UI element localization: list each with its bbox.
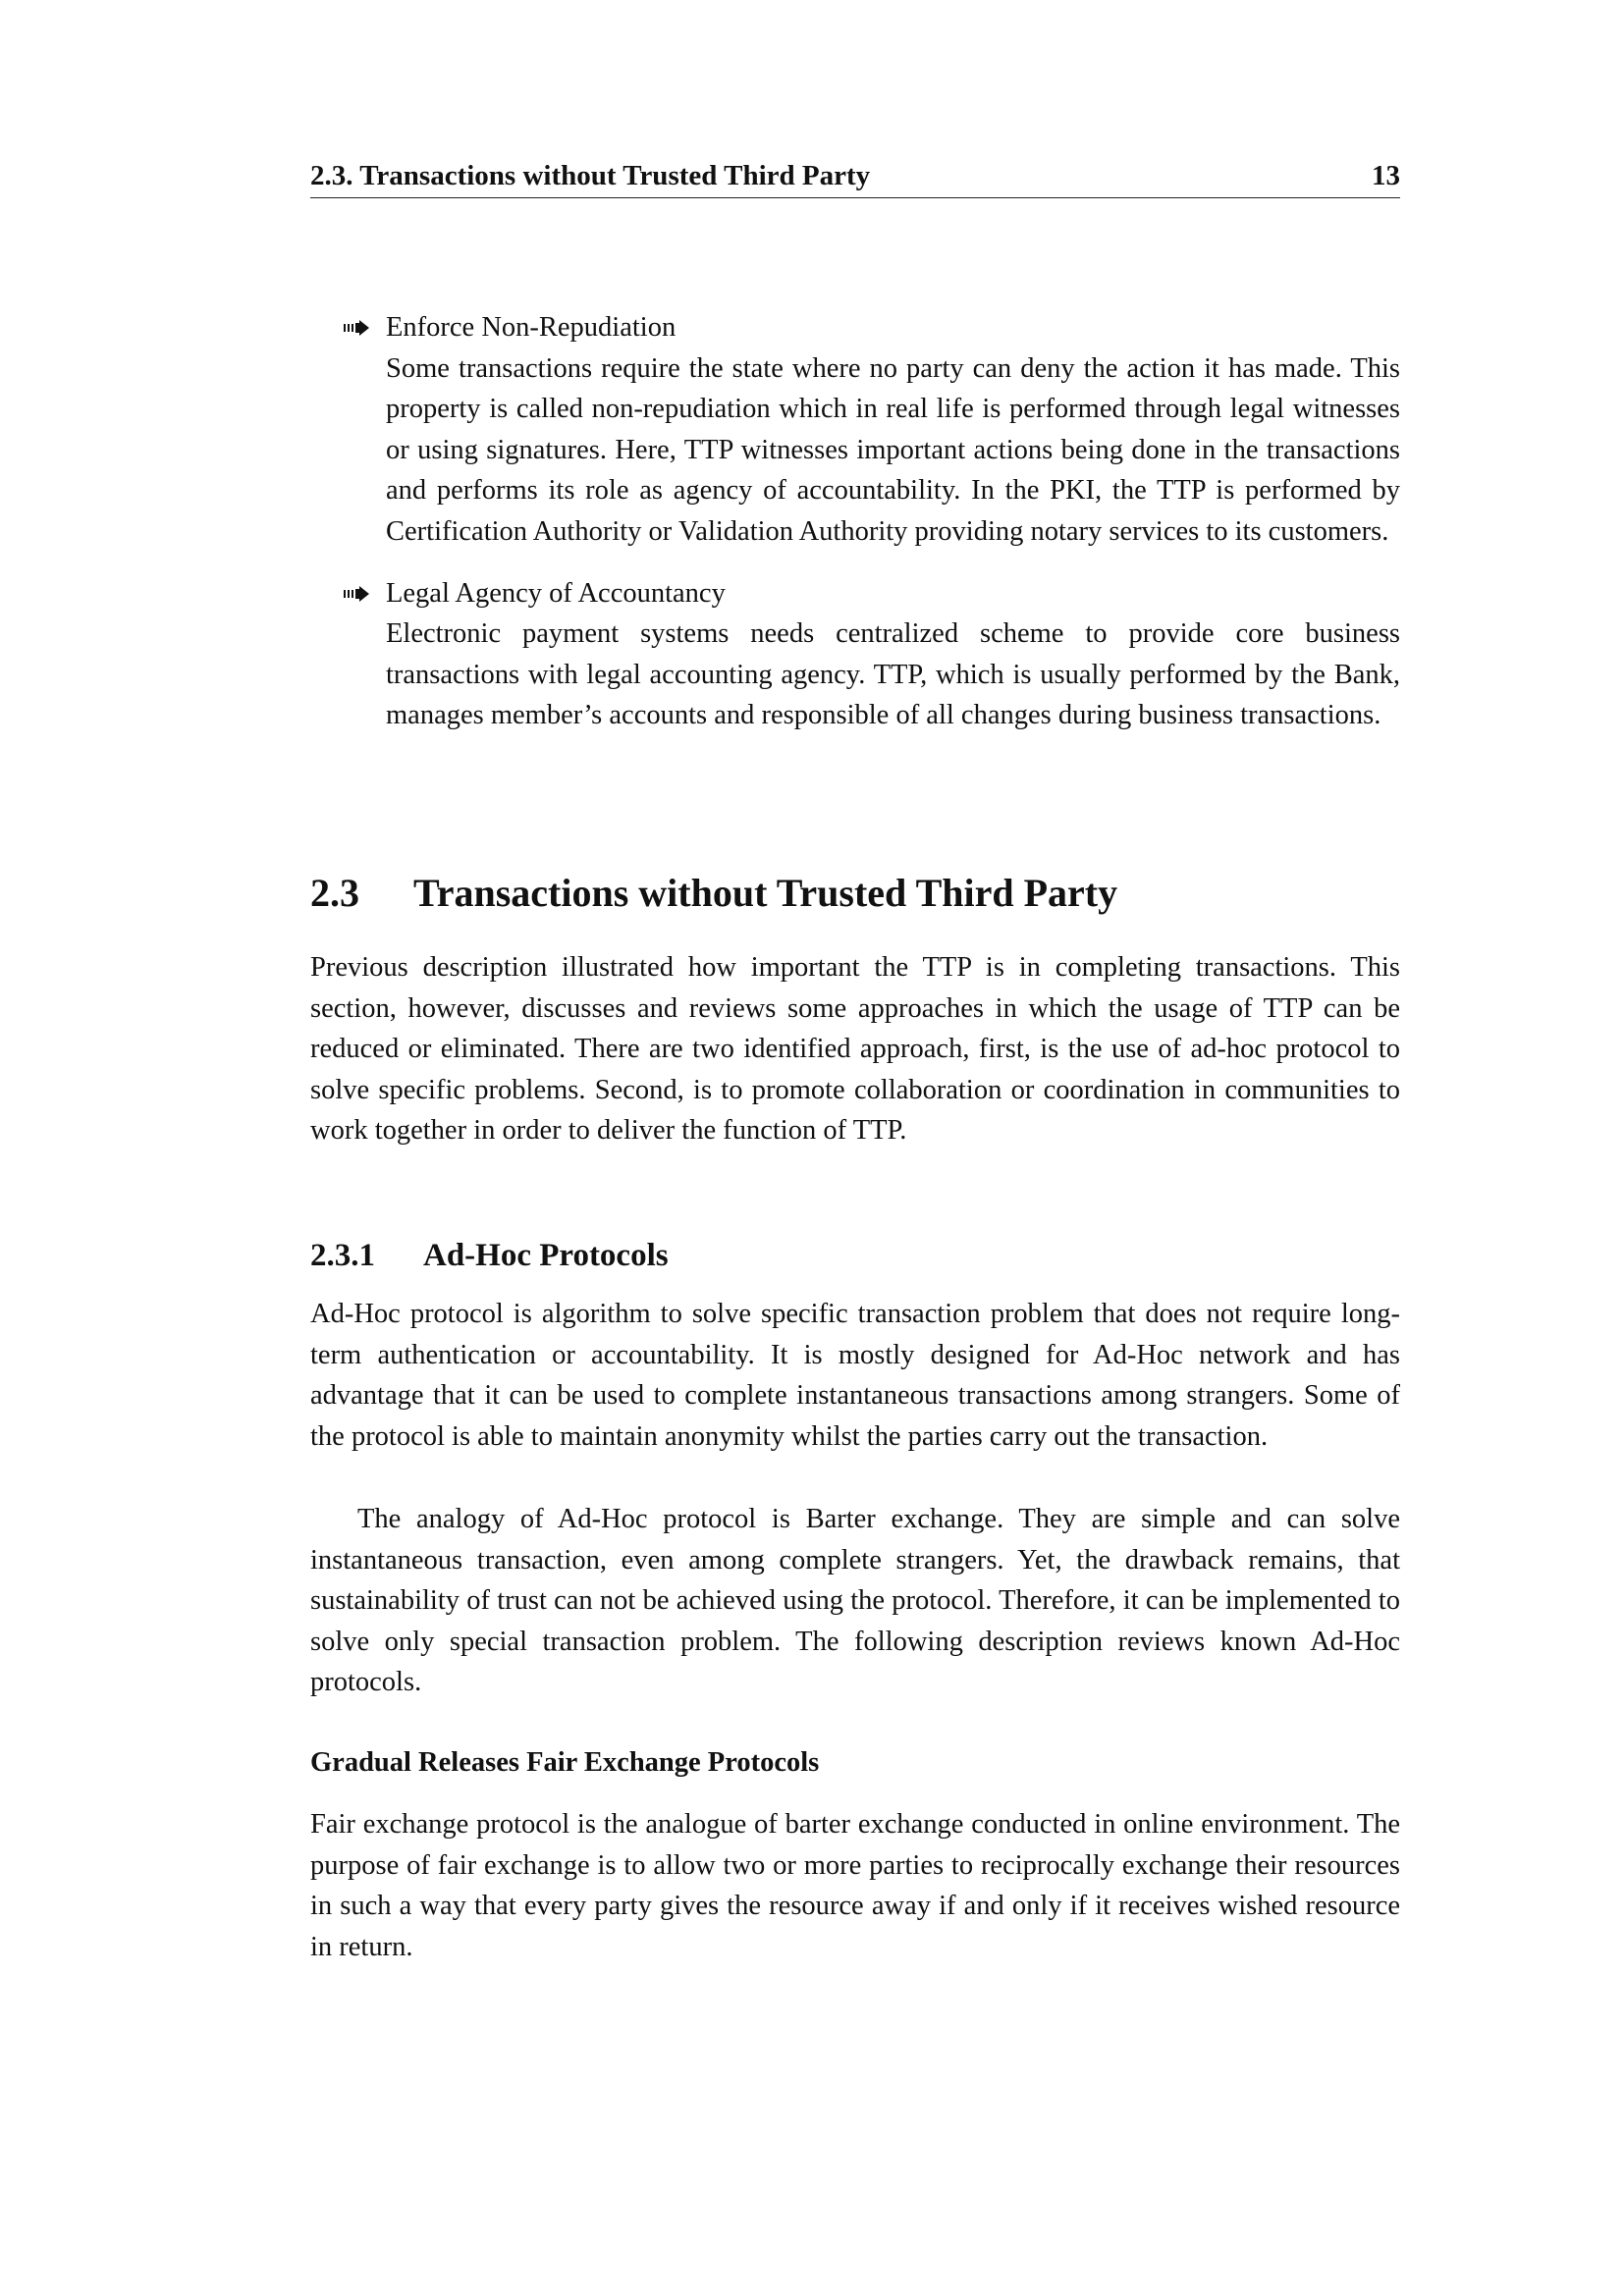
subsection-title: Ad-Hoc Protocols xyxy=(423,1238,669,1273)
running-header xyxy=(310,155,1400,198)
list-item xyxy=(310,307,1400,553)
section-intro-paragraph: Previous description illustrated how important the TTP is in completing transactions. This section, however, discusses and reviews some approaches in which the usage of TTP can be reduced or eliminated. There are two identified approach, first, is the use of ad-hoc protocol to solve specific problems. Second, is to promote collaboration or coordination in communities to work together in order to deliver the function of TTP. xyxy=(310,952,1400,1147)
subsection-number: 2.3.1 xyxy=(310,1238,375,1273)
paragraph-heading: Gradual Releases Fair Exchange Protocols xyxy=(310,1747,820,1778)
list-item-body: Electronic payment systems needs centralized scheme to provide core business transactions with legal accounting agency. TTP, which is usually performed by the Bank, manages member’s accounts and responsible of all changes during business transactions. xyxy=(386,618,1400,731)
section-number: 2.3 xyxy=(310,871,359,915)
section-heading xyxy=(310,864,1117,923)
subsection-paragraph: The analogy of Ad-Hoc protocol is Barter exchange. They are simple and can solve instantaneous transaction, even among complete strangers. Yet, the drawback remains, that sustainability of trust can not be achieved using the protocol. Therefore, it can be implemented to solve only special transaction problem. The following description reviews known Ad-Hoc protocols. xyxy=(310,1504,1400,1698)
subsection-paragraph: Ad-Hoc protocol is algorithm to solve specific transaction problem that does not require long-term authentication or accountability. It is mostly designed for Ad-Hoc network and has advantage that it can be used to complete instantaneous transactions among strangers. Some of the protocol is able to maintain anonymity whilst the parties carry out the transaction. xyxy=(310,1299,1400,1452)
arrow-right-icon xyxy=(344,319,375,337)
list-item-title: Enforce Non-Repudiation xyxy=(386,312,677,343)
bullet-list xyxy=(310,307,1400,757)
subsection-heading xyxy=(310,1231,669,1280)
list-item xyxy=(310,573,1400,736)
list-item-title: Legal Agency of Accountancy xyxy=(386,577,726,609)
paragraph-body: Fair exchange protocol is the analogue of barter exchange conducted in online environment. The purpose of fair exchange is to allow two or more parties to reciprocally exchange their resources in such a way that every party gives the resource away if and only if it receives wished resource in return. xyxy=(310,1809,1400,1962)
list-item-body: Some transactions require the state where no party can deny the action it has made. This property is called non-repudiation which in real life is performed through legal witnesses or using signatures. Here, TTP witnesses important actions being done in the transactions and performs its role as agency of accountability. In the PKI, the TTP is performed by Certification Authority or Validation Authority providing notary services to its customers. xyxy=(386,352,1400,547)
running-title: 2.3. Transactions without Trusted Third Party xyxy=(310,160,871,191)
arrow-right-icon xyxy=(344,585,375,603)
page-number: 13 xyxy=(1372,160,1400,191)
section-title: Transactions without Trusted Third Party xyxy=(413,871,1118,915)
